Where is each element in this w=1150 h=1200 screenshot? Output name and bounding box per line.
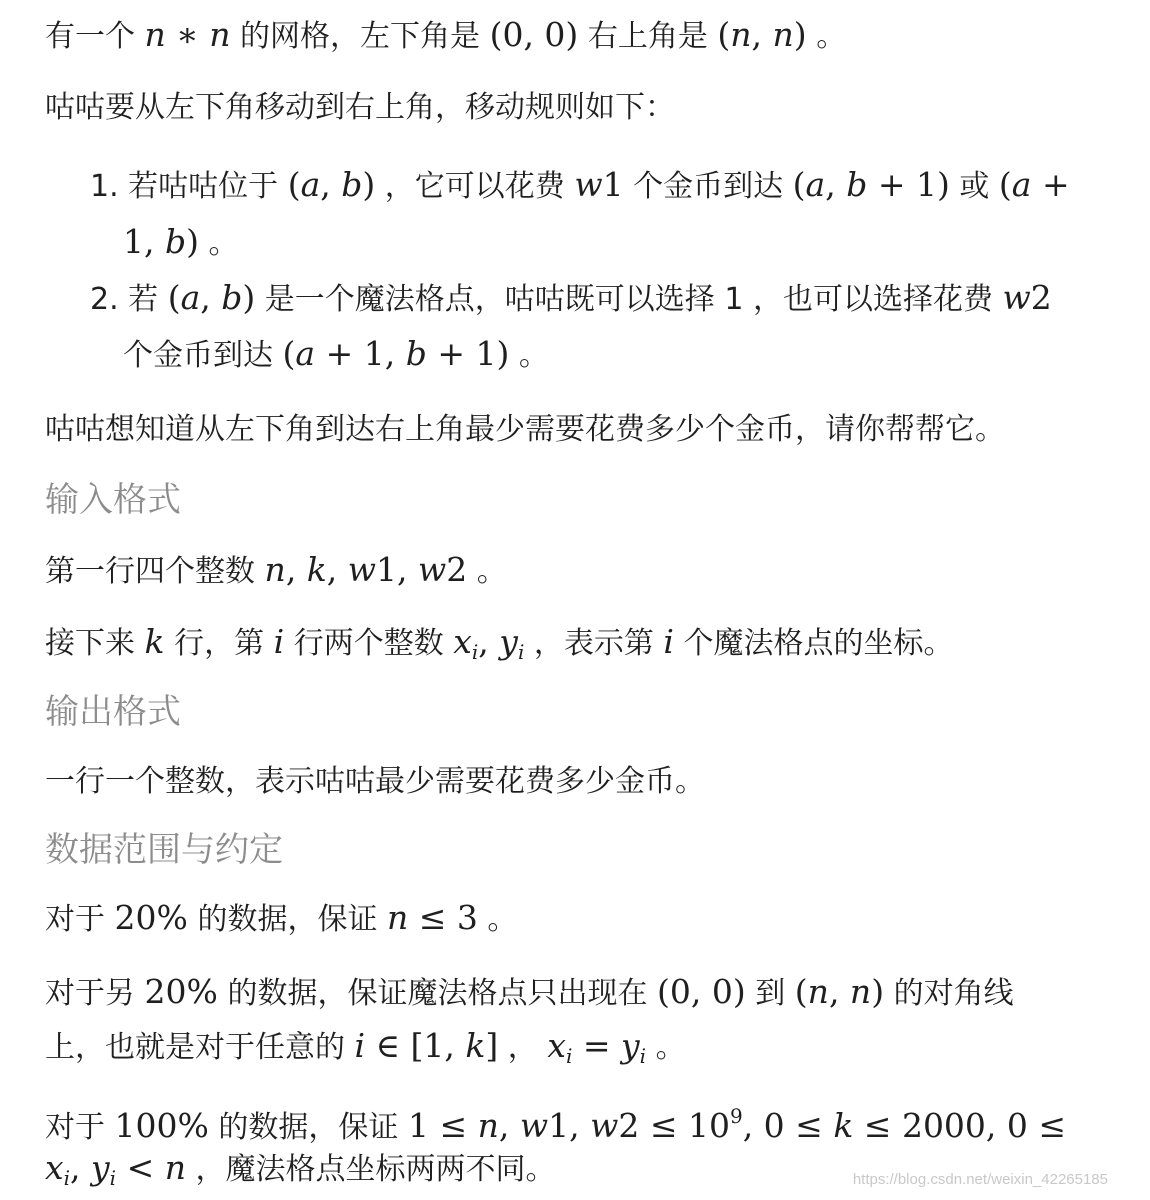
rule-1-line-b: 1, b) 。: [123, 222, 239, 261]
range-line-1: 对于 20% 的数据，保证 n ≤ 3 。: [45, 898, 518, 937]
range-line-3b: $x_i$, $y_i < n$ ，魔法格点坐标两两不同。: [45, 1148, 556, 1190]
output-format-heading: 输出格式: [45, 692, 181, 732]
input-format-heading: 输入格式: [45, 480, 181, 520]
rule-2-line-b: 个金币到达 (a + 1, b + 1) 。: [123, 334, 549, 373]
intro-line-1: 有一个 n ∗ n 的网格，左下角是 (0, 0) 右上角是 (n, n) 。: [45, 15, 847, 54]
data-range-heading: 数据范围与约定: [45, 830, 283, 870]
intro-line-2: 咕咕要从左下角移动到右上角，移动规则如下：: [45, 90, 675, 125]
question-line: 咕咕想知道从左下角到达右上角最少需要花费多少个金币，请你帮帮它。: [45, 412, 1005, 447]
range-line-2b: 上，也就是对于任意的 i ∈ [1, k] ， $x_i = y_i$ 。: [45, 1026, 686, 1068]
rule-2-line-a: 2. 若 (a, b) 是一个魔法格点，咕咕既可以选择 1 ，也可以选择花费 w2: [90, 278, 1052, 317]
range-line-2a: 对于另 20% 的数据，保证魔法格点只出现在 (0, 0) 到 (n, n) 的对角线: [45, 972, 1014, 1011]
watermark: https://blog.csdn.net/weixin_42265185: [852, 1171, 1108, 1188]
range-line-3a: 对于 100% 的数据，保证 1 ≤ n, w1, $w2 \le 10^9$, 0 ≤ k ≤ 2000, 0 ≤: [45, 1104, 1067, 1145]
output-line-1: 一行一个整数，表示咕咕最少需要花费多少金币。: [45, 764, 705, 799]
rule-1-line-a: 1. 若咕咕位于 (a, b) ，它可以花费 w1 个金币到达 (a, b + 1) 或 (a +: [90, 165, 1070, 204]
input-line-2: 接下来 k 行，第 i 行两个整数 $x_i$, $y_i$ ，表示第 i 个魔法格点的坐标。: [45, 622, 954, 664]
input-line-1: 第一行四个整数 n, k, w1, w2 。: [45, 550, 507, 589]
